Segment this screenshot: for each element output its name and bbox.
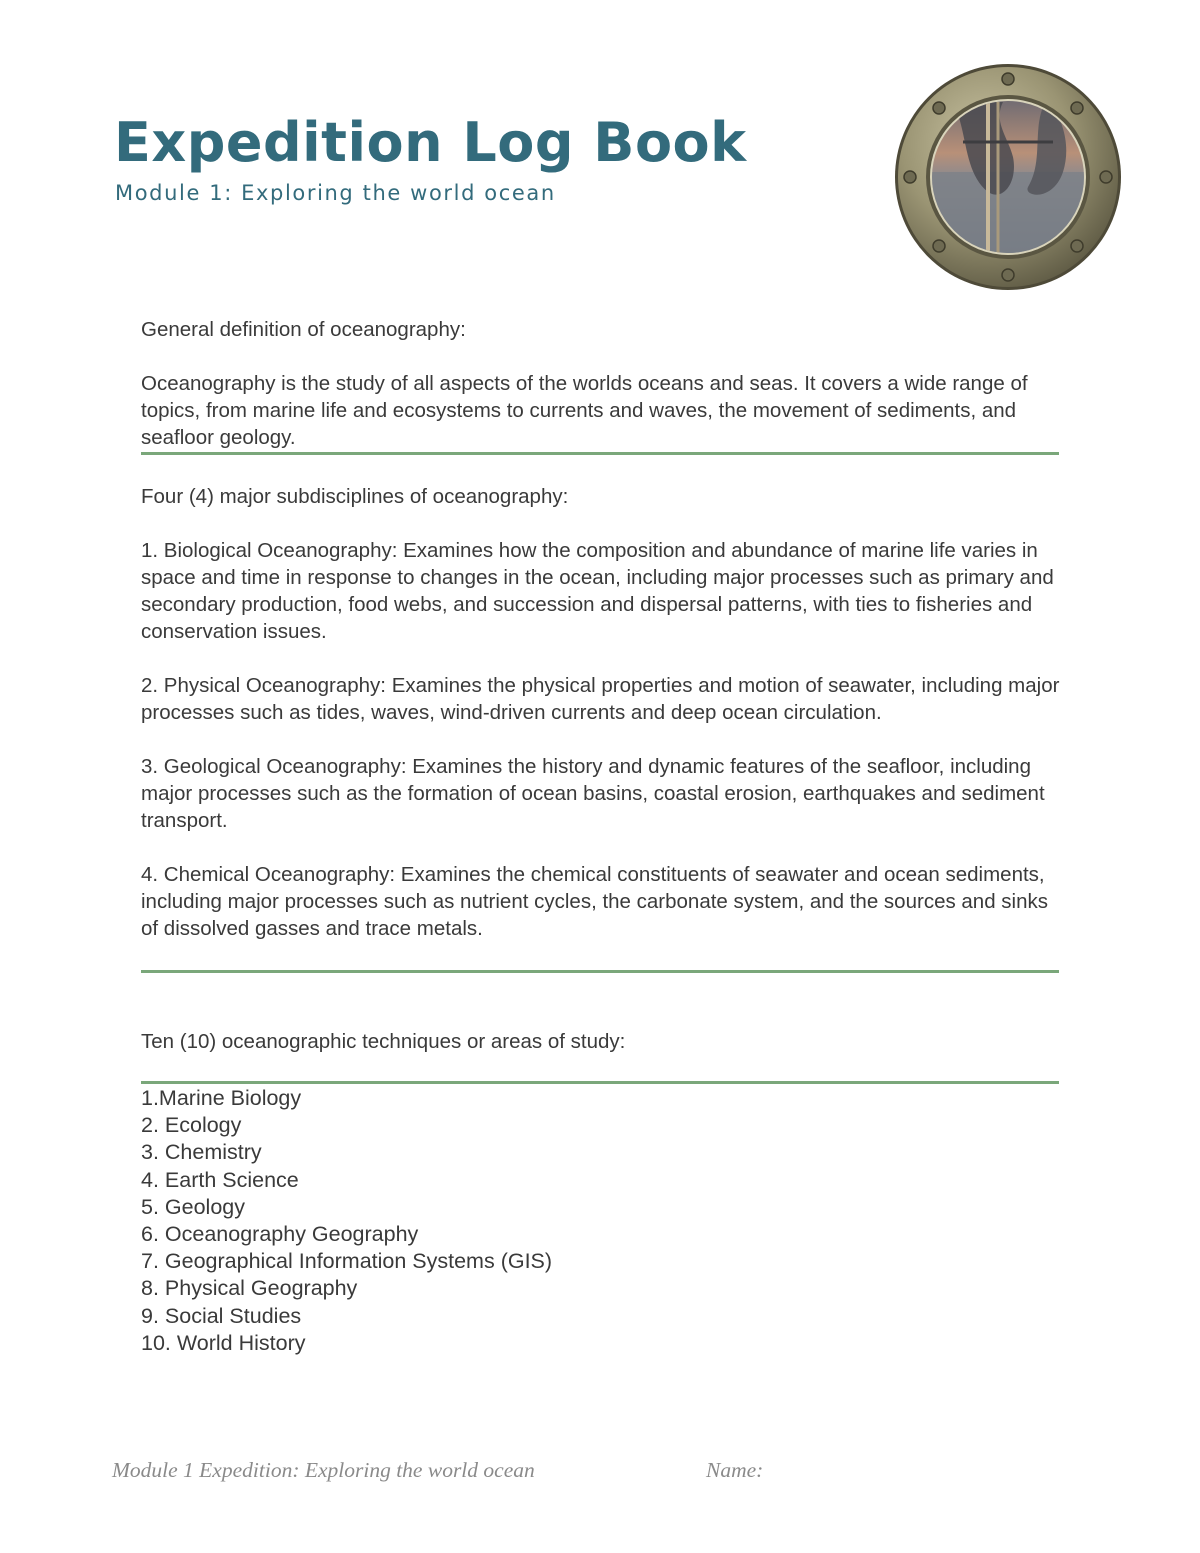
techniques-list	[141, 1085, 552, 1357]
list-item: 3. Chemistry	[141, 1140, 262, 1165]
definition-text: Oceanography is the study of all aspects of the worlds oceans and seas. It covers a wide range of topics, from marine life and ecosystems to currents and waves, the movement of sediments, and seafloor geology.	[141, 372, 1028, 449]
subdiscipline-item: 4. Chemical Oceanography: Examines the chemical constituents of seawater and ocean sediments, including major processes such as nutrient cycles, the carbonate system, and the sources and sinks of dissolved gasses and trace metals.	[141, 863, 1049, 940]
section-divider	[141, 452, 1059, 455]
subdiscipline-item: 2. Physical Oceanography: Examines the physical properties and motion of seawater, including major processes such as tides, waves, wind-driven currents and deep ocean circulation.	[141, 674, 1060, 724]
list-item: 5. Geology	[141, 1194, 245, 1219]
list-item: 1.Marine Biology	[141, 1086, 302, 1110]
page-subtitle: Module 1: Exploring the world ocean	[115, 181, 556, 205]
section-divider	[141, 970, 1059, 973]
footer-module-title: Module 1 Expedition: Exploring the world ocean	[112, 1458, 535, 1482]
section-divider	[141, 1081, 1059, 1084]
list-item: 9. Social Studies	[141, 1303, 302, 1328]
page-title: Expedition Log Book	[114, 111, 747, 174]
list-item: 6. Oceanography Geography	[141, 1222, 419, 1247]
list-item: 8. Physical Geography	[141, 1276, 358, 1301]
list-item: 10. World History	[141, 1330, 306, 1355]
porthole-image	[893, 62, 1123, 292]
subdiscipline-item: 3. Geological Oceanography: Examines the history and dynamic features of the seafloor, including major processes such as the formation of ocean basins, coastal erosion, earthquakes and sediment transport.	[141, 755, 1045, 832]
techniques-heading: Ten (10) oceanographic techniques or areas of study:	[141, 1030, 626, 1053]
footer-name-label: Name:	[706, 1458, 764, 1482]
list-item: 7. Geographical Information Systems (GIS)	[141, 1249, 553, 1274]
subdiscipline-item: 1. Biological Oceanography: Examines how the composition and abundance of marine life varies in space and time in response to changes in the ocean, including major processes such as primary and secondary production, food webs, and succession and dispersal patterns, with ties to fisheries and conservation issues.	[141, 539, 1054, 643]
list-item: 2. Ecology	[141, 1113, 242, 1138]
definition-section	[141, 316, 1061, 451]
subdisciplines-section	[141, 483, 1061, 942]
list-item: 4. Earth Science	[141, 1167, 299, 1192]
definition-heading: General definition of oceanography:	[141, 318, 466, 341]
subdisciplines-heading: Four (4) major subdisciplines of oceanography:	[141, 485, 569, 508]
